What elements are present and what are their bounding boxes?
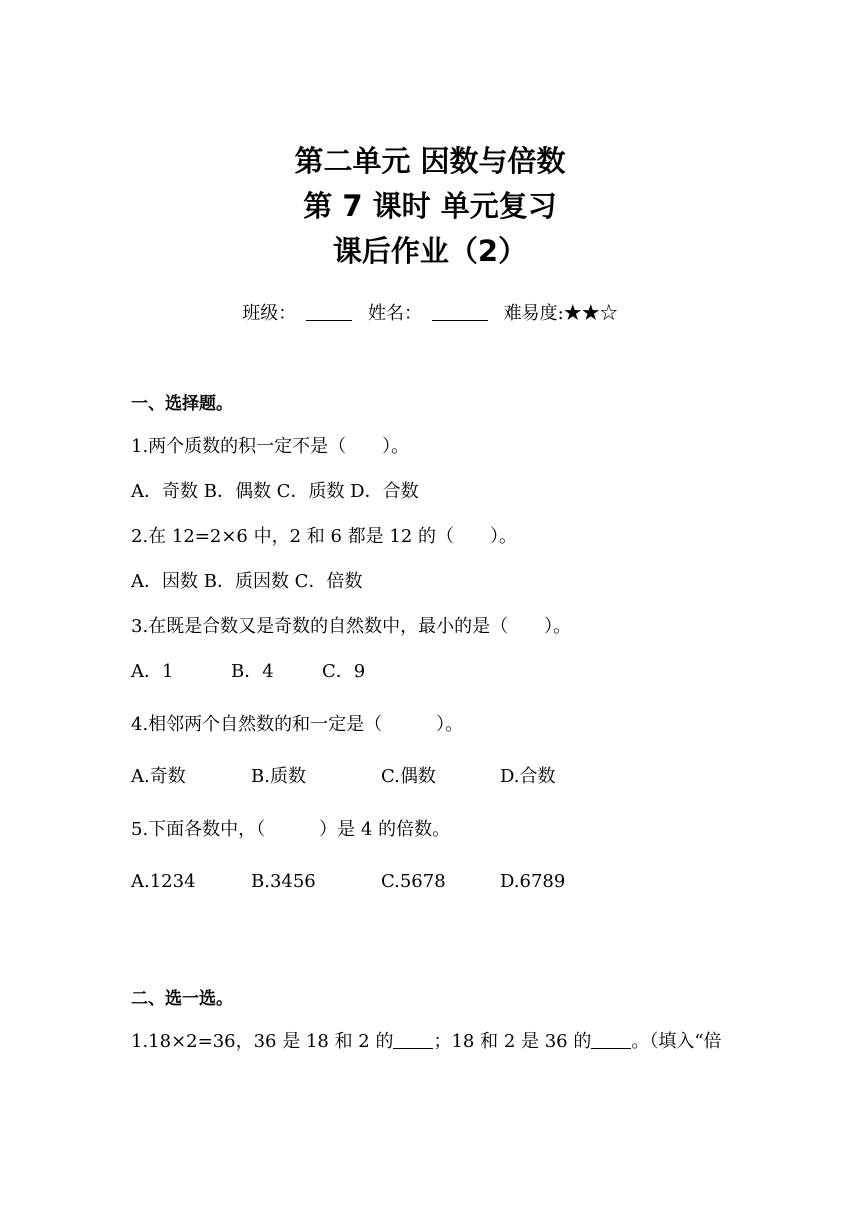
difficulty-stars: ★★☆ bbox=[563, 303, 618, 324]
page-title-line-3: 课后作业（2） bbox=[332, 234, 528, 268]
name-label: 姓名： bbox=[367, 303, 422, 324]
q1-text-part-1: 1.18×2=36，36 是 18 和 2 的 bbox=[131, 1031, 394, 1052]
question-4-option-b: B.质数 bbox=[251, 766, 306, 787]
question-5-option-c: C.5678 bbox=[381, 871, 446, 892]
q1-text-part-3: 。（填入“倍 bbox=[631, 1031, 722, 1052]
question-3-option-b: B．4 bbox=[231, 661, 274, 682]
q1-text-part-2: ；18 和 2 是 36 的 bbox=[433, 1031, 592, 1052]
question-4-option-d: D.合数 bbox=[500, 766, 556, 787]
question-5-option-d: D.6789 bbox=[500, 871, 566, 892]
question-5-option-b: B.3456 bbox=[251, 871, 316, 892]
question-3-option-a: A．1 bbox=[131, 661, 174, 682]
section-1-heading: 一、选择题。 bbox=[131, 394, 233, 414]
question-5: 5.下面各数中，（ ）是 4 的倍数。 bbox=[131, 819, 451, 840]
section-2-question-1 bbox=[131, 1030, 722, 1054]
question-2-options: A．因数 B．质因数 C．倍数 bbox=[131, 571, 363, 592]
question-4-option-a: A.奇数 bbox=[131, 766, 186, 787]
difficulty-label: 难易度: bbox=[503, 303, 564, 324]
page-title-line-2: 第 7 课时 单元复习 bbox=[303, 189, 557, 223]
name-blank[interactable] bbox=[432, 302, 488, 321]
class-label: 班级： bbox=[242, 303, 297, 324]
question-4-option-c: C.偶数 bbox=[381, 766, 436, 787]
class-blank[interactable] bbox=[306, 302, 352, 321]
question-1-options: A．奇数 B．偶数 C．质数 D．合数 bbox=[131, 481, 419, 502]
q1-blank-2[interactable] bbox=[591, 1030, 631, 1049]
question-3-option-c: C．9 bbox=[322, 661, 366, 682]
question-2: 2.在 12=2×6 中，2 和 6 都是 12 的（ ）。 bbox=[131, 526, 518, 547]
q1-blank-1[interactable] bbox=[393, 1030, 433, 1049]
question-3: 3.在既是合数又是奇数的自然数中，最小的是（ ）。 bbox=[131, 616, 572, 637]
question-4: 4.相邻两个自然数的和一定是（ ）。 bbox=[131, 714, 464, 735]
question-1: 1.两个质数的积一定不是（ ）。 bbox=[131, 436, 410, 457]
student-info-row bbox=[0, 302, 860, 326]
question-5-option-a: A.1234 bbox=[131, 871, 196, 892]
page-title-line-1: 第二单元 因数与倍数 bbox=[294, 144, 566, 178]
section-2-heading: 二、选一选。 bbox=[131, 989, 233, 1009]
